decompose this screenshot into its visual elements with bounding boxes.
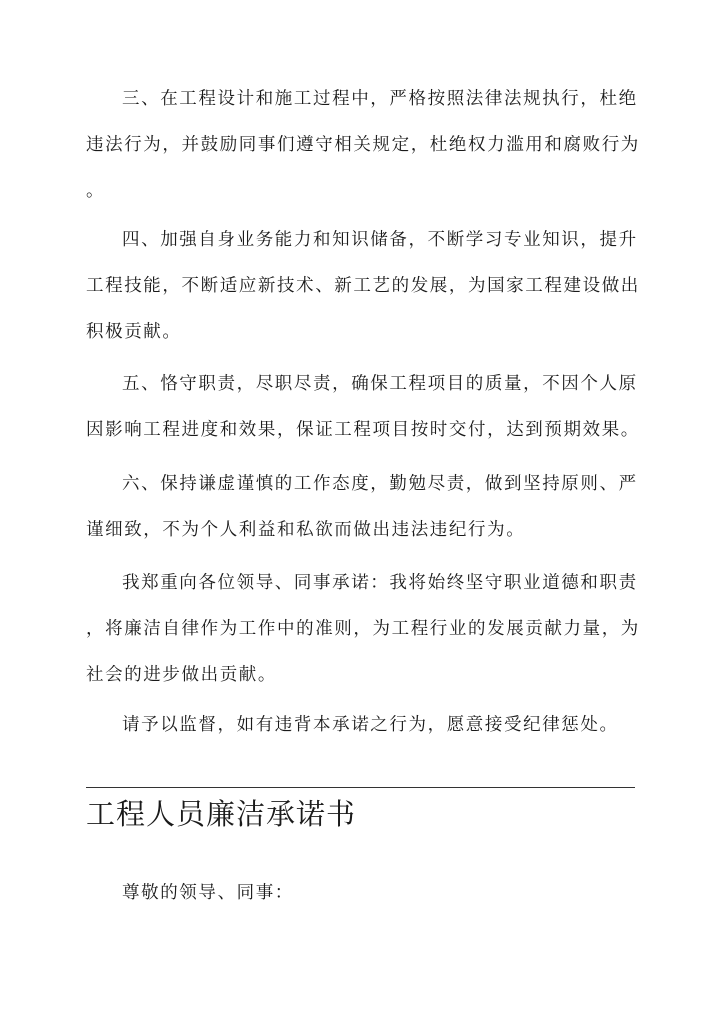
salutation bbox=[86, 870, 636, 916]
paragraph-line: 请予以监督，如有违背本承诺之行为，愿意接受纪律惩处。 bbox=[122, 715, 619, 735]
paragraph-line: 社会的进步做出贡献。 bbox=[86, 665, 277, 685]
pledge-paragraph bbox=[86, 560, 640, 698]
paragraph-line: 工程技能，不断适应新技术、新工艺的发展，为国家工程建设做出 bbox=[86, 276, 640, 296]
paragraph-item-6 bbox=[86, 461, 636, 553]
paragraph-line: 五、恪守职责，尽职尽责，确保工程项目的质量，不因个人原 bbox=[122, 374, 638, 394]
paragraph-line: 违法行为，并鼓励同事们遵守相关规定，杜绝权力滥用和腐败行为 bbox=[86, 135, 640, 155]
paragraph-line: 我郑重向各位领导、同事承诺：我将始终坚守职业道德和职责 bbox=[122, 573, 638, 593]
document-heading: 工程人员廉洁承诺书 bbox=[86, 797, 357, 831]
paragraph-line: 。 bbox=[86, 181, 106, 201]
paragraph-item-4 bbox=[86, 217, 640, 355]
paragraph-item-3 bbox=[86, 76, 640, 214]
salutation-line: 尊敬的领导、同事： bbox=[122, 883, 294, 903]
paragraph-item-5 bbox=[86, 361, 640, 453]
section-divider bbox=[86, 787, 635, 788]
supervision-paragraph bbox=[86, 702, 636, 748]
paragraph-line: 因影响工程进度和效果，保证工程项目按时交付，达到预期效果。 bbox=[86, 420, 640, 440]
paragraph-line: 六、保持谦虚谨慎的工作态度，勤勉尽责，做到坚持原则、严 bbox=[122, 474, 638, 494]
paragraph-line: 积极贡献。 bbox=[86, 322, 182, 342]
paragraph-line: 谨细致，不为个人利益和私欲而做出违法违纪行为。 bbox=[86, 520, 526, 540]
paragraph-line: 四、加强自身业务能力和知识储备，不断学习专业知识，提升 bbox=[122, 230, 638, 250]
paragraph-line: ，将廉洁自律作为工作中的准则，为工程行业的发展贡献力量，为 bbox=[86, 619, 640, 639]
paragraph-line: 三、在工程设计和施工过程中，严格按照法律法规执行，杜绝 bbox=[122, 89, 638, 109]
